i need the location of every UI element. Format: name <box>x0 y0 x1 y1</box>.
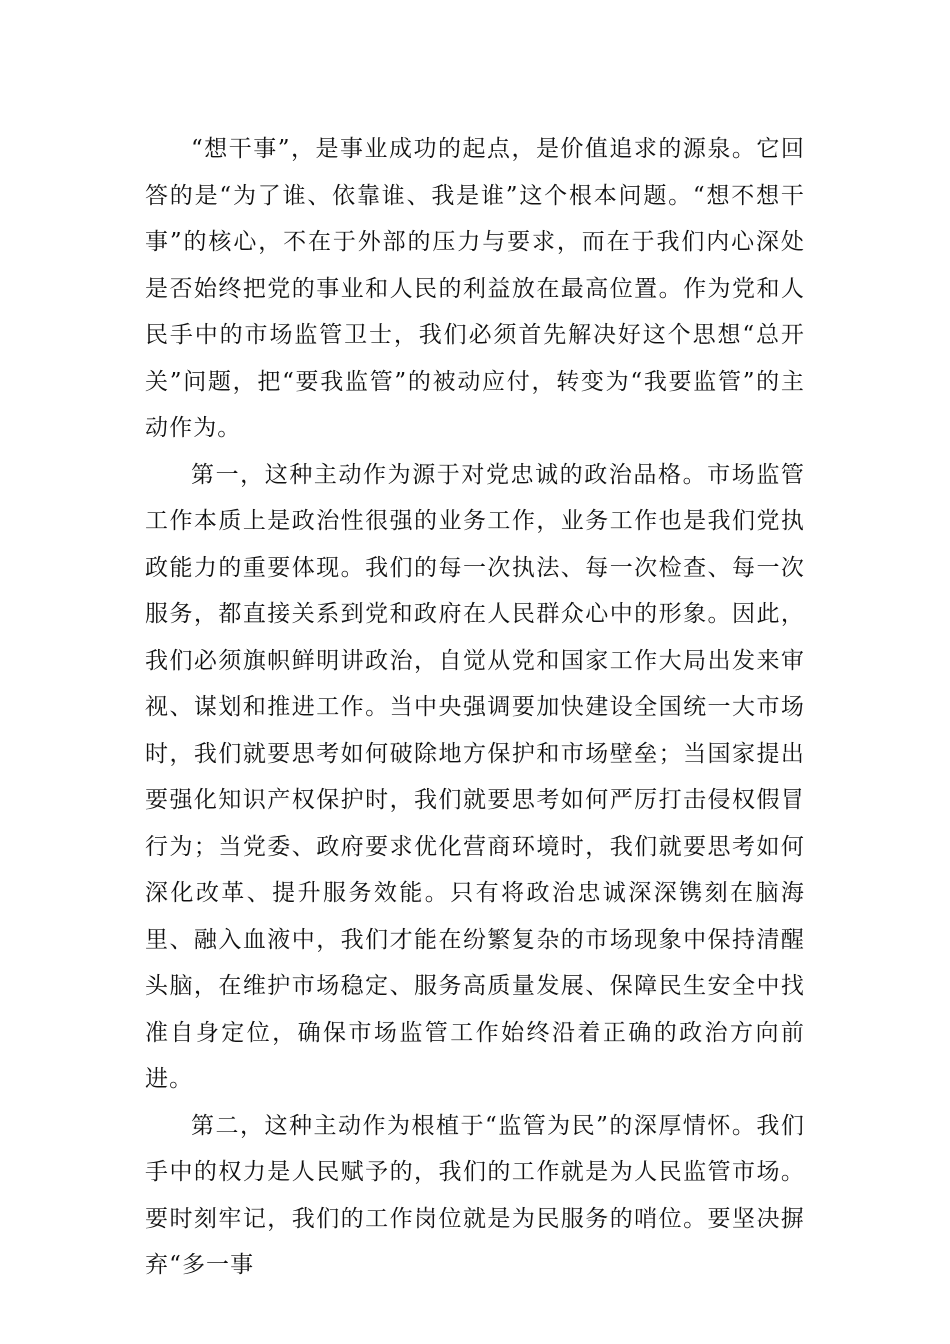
document-body <box>145 126 805 1289</box>
paragraph-3: 第二，这种主动作为根植于“监管为民”的深厚情怀。我们手中的权力是人民赋予的，我们的工作就是为人民监管市场。要时刻牢记，我们的工作岗位就是为民服务的哨位。要坚决摒弃“多一事 <box>145 1112 805 1278</box>
paragraph-1: “想干事”，是事业成功的起点，是价值追求的源泉。它回答的是“为了谁、依靠谁、我是谁”这个根本问题。“想不想干事”的核心，不在于外部的压力与要求，而在于我们内心深处是否始终把党的事业和人民的利益放在最高位置。作为党和人民手中的市场监管卫士，我们必须首先解决好这个思想“总开关”问题，把“要我监管”的被动应付，转变为“我要监管”的主动作为。 <box>145 136 805 441</box>
paragraph-2: 第一，这种主动作为源于对党忠诚的政治品格。市场监管工作本质上是政治性很强的业务工作，业务工作也是我们党执政能力的重要体现。我们的每一次执法、每一次检查、每一次服务，都直接关系到党和政府在人民群众心中的形象。因此，我们必须旗帜鲜明讲政治，自觉从党和国家工作大局出发来审视、谋划和推进工作。当中央强调要加快建设全国统一大市场时，我们就要思考如何破除地方保护和市场壁垒；当国家提出要强化知识产权保护时，我们就要思考如何严厉打击侵权假冒行为；当党委、政府要求优化营商环境时，我们就要思考如何深化改革、提升服务效能。只有将政治忠诚深深镌刻在脑海里、融入血液中，我们才能在纷繁复杂的市场现象中保持清醒头脑，在维护市场稳定、服务高质量发展、保障民生安全中找准自身定位，确保市场监管工作始终沿着正确的政治方向前进。 <box>145 461 805 1092</box>
